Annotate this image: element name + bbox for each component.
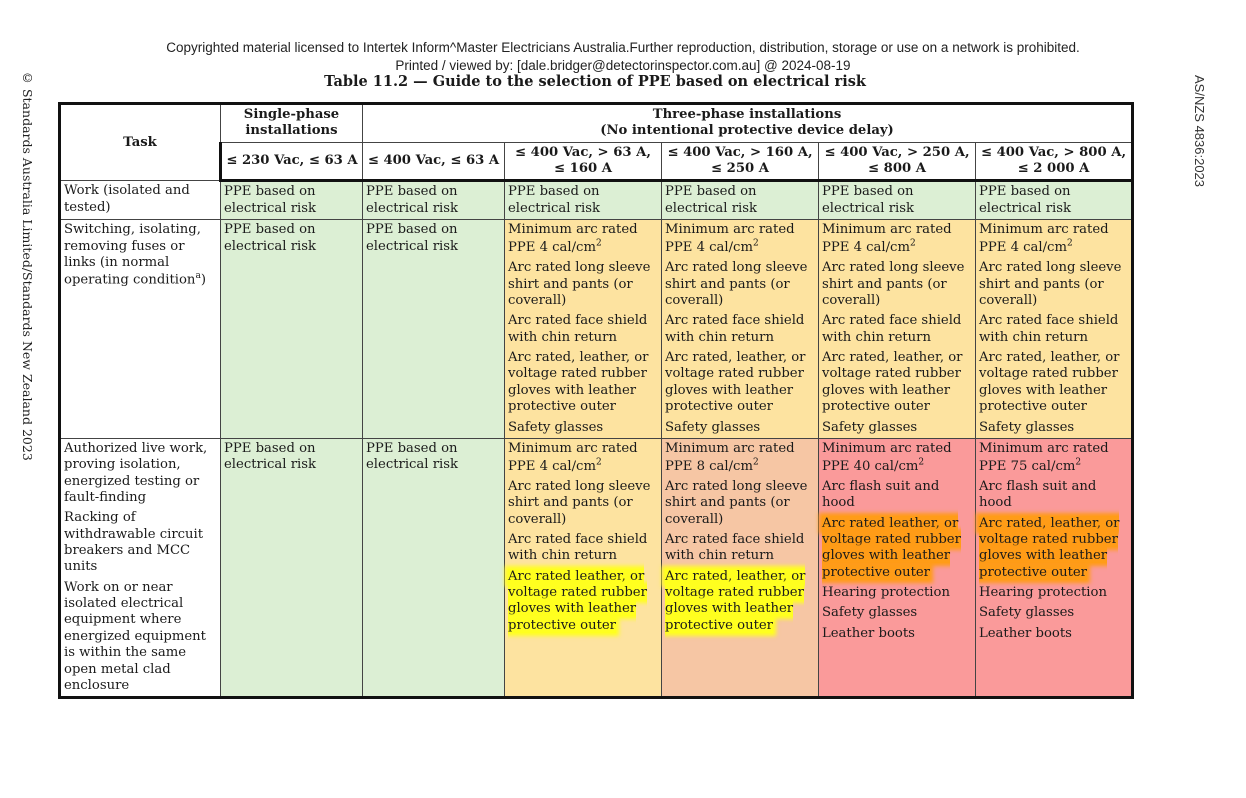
header-rating-col-3 xyxy=(505,142,662,181)
requirement-text: Arc rated face shield with chin return xyxy=(508,313,648,345)
task-item: Racking of withdrawable circuit breakers and MCC units xyxy=(64,510,204,575)
header-three-phase-line1: Three-phase installations xyxy=(652,107,842,122)
ppe-cell xyxy=(221,438,363,697)
ppe-requirement xyxy=(508,350,658,415)
ppe-requirement xyxy=(224,441,359,474)
ppe-requirement xyxy=(979,626,1128,642)
ppe-table xyxy=(58,102,1134,699)
ppe-requirement xyxy=(979,350,1128,415)
copyright-notice: Copyrighted material licensed to Intertek Inform^Master Electricians Australia.Further reproduction, distribution, storage or use on a network is prohibited. xyxy=(166,40,1080,55)
requirement-text: Safety glasses xyxy=(665,419,761,435)
header-task: Task xyxy=(60,104,221,181)
side-copyright-left: © Standards Australia Limited/Standards New Zealand 2023 xyxy=(20,70,35,461)
requirement-text: Arc rated long sleeve shirt and pants (or coverall) xyxy=(665,260,808,308)
ppe-requirement xyxy=(822,585,972,601)
header-three-phase xyxy=(363,104,1133,143)
requirement-text: PPE based on electrical risk xyxy=(366,222,458,254)
header-rating-line: ≤ 400 Vac, > 250 A, xyxy=(824,144,970,160)
ppe-requirement xyxy=(979,184,1128,217)
ppe-requirement xyxy=(665,222,815,256)
requirement-text: Minimum arc rated PPE 4 cal/$cm^2$ xyxy=(979,222,1109,255)
ppe-requirement xyxy=(979,479,1128,512)
ppe-requirement xyxy=(508,222,658,256)
requirement-text: PPE based on electrical risk xyxy=(366,440,458,473)
task-item: Work (isolated and tested) xyxy=(64,183,190,215)
header-rating-line: ≤ 400 Vac, ≤ 63 A xyxy=(367,152,500,168)
ppe-cell xyxy=(976,220,1133,439)
table-row xyxy=(60,438,1133,697)
ppe-cell xyxy=(363,181,505,220)
ppe-requirement xyxy=(979,516,1128,581)
ppe-requirement xyxy=(822,350,972,415)
ppe-requirement xyxy=(822,184,972,217)
ppe-requirement xyxy=(822,479,972,512)
ppe-requirement xyxy=(979,585,1128,601)
requirement-text: Arc rated long sleeve shirt and pants (or coverall) xyxy=(508,260,651,308)
highlighted-text: Arc rated, leather, or voltage rated rubber gloves with leather protective outer xyxy=(665,568,806,633)
requirement-text: Arc rated, leather, or voltage rated rubber gloves with leather protective outer xyxy=(508,350,649,415)
requirement-text: Safety glasses xyxy=(979,605,1075,621)
ppe-requirement xyxy=(822,260,972,309)
ppe-requirement xyxy=(979,222,1128,256)
table-row xyxy=(60,220,1133,439)
requirement-text: Minimum arc rated PPE 40 cal/$cm^2$ xyxy=(822,440,952,474)
task-item: Authorized live work, proving isolation, energized testing or fault-finding xyxy=(64,440,208,505)
ppe-requirement xyxy=(508,420,658,436)
header-rating-line: ≤ 250 A xyxy=(711,161,769,177)
requirement-text: Minimum arc rated PPE 75 cal/$cm^2$ xyxy=(979,440,1109,474)
ppe-requirement xyxy=(366,184,501,217)
requirement-text: Minimum arc rated PPE 4 cal/$cm^2$ xyxy=(822,222,952,255)
table-title: Table 11.2 — Guide to the selection of PPE based on electrical risk xyxy=(324,73,866,90)
printed-by-notice: Printed / viewed by: [dale.bridger@detectorinspector.com.au] @ 2024-08-19 xyxy=(395,58,851,73)
ppe-requirement xyxy=(979,420,1128,436)
ppe-cell xyxy=(363,220,505,439)
ppe-requirement xyxy=(822,441,972,475)
ppe-requirement xyxy=(665,350,815,415)
superscript: 2 xyxy=(1066,238,1073,249)
header-rating-line: ≤ 400 Vac, > 63 A, xyxy=(515,144,651,160)
ppe-requirement xyxy=(665,532,815,565)
ppe-cell xyxy=(819,220,976,439)
task-cell xyxy=(60,220,221,439)
ppe-cell xyxy=(976,438,1133,697)
superscript: 2 xyxy=(752,238,759,249)
header-three-phase-line2: (No intentional protective device delay) xyxy=(600,123,894,139)
requirement-text: Arc rated face shield with chin return xyxy=(665,313,805,345)
requirement-text: PPE based on electrical risk xyxy=(224,440,316,473)
header-rating-line: ≤ 400 Vac, > 160 A, xyxy=(667,144,813,160)
ppe-requirement xyxy=(979,260,1128,309)
requirement-text: Minimum arc rated PPE 4 cal/$cm^2$ xyxy=(508,440,638,474)
requirement-text: Leather boots xyxy=(979,625,1072,641)
requirement-text: PPE based on electrical risk xyxy=(224,184,316,216)
requirement-text: Safety glasses xyxy=(822,419,918,435)
ppe-requirement xyxy=(822,626,972,642)
ppe-requirement xyxy=(822,605,972,621)
ppe-requirement xyxy=(224,184,359,217)
table-row xyxy=(60,181,1133,220)
ppe-requirement xyxy=(979,441,1128,475)
requirement-text: Minimum arc rated PPE 8 cal/$cm^2$ xyxy=(665,440,795,474)
header-rating-col-2 xyxy=(363,142,505,181)
ppe-cell xyxy=(662,181,819,220)
superscript: 2 xyxy=(918,457,925,468)
requirement-text: PPE based on electrical risk xyxy=(508,184,600,216)
header-rating-col-6 xyxy=(976,142,1133,181)
requirement-text: PPE based on electrical risk xyxy=(822,184,914,216)
requirement-text: PPE based on electrical risk xyxy=(224,222,316,254)
requirement-text: Leather boots xyxy=(822,625,915,641)
header-rating-col-4 xyxy=(662,142,819,181)
ppe-cell xyxy=(221,181,363,220)
header-rating-line: ≤ 2 000 A xyxy=(1017,161,1090,177)
ppe-cell xyxy=(662,438,819,697)
requirement-text: Hearing protection xyxy=(979,585,1107,601)
header-rating-line: ≤ 800 A xyxy=(868,161,926,177)
header-rating-col-5 xyxy=(819,142,976,181)
requirement-text: Hearing protection xyxy=(822,585,950,601)
header-single-phase: Single-phase installations xyxy=(221,104,363,143)
ppe-cell xyxy=(505,438,662,697)
highlighted-text: Arc rated leather, or voltage rated rubber gloves with leather protective outer xyxy=(822,515,961,580)
ppe-requirement xyxy=(508,569,658,634)
superscript: 2 xyxy=(909,238,916,249)
ppe-cell xyxy=(505,181,662,220)
ppe-requirement xyxy=(508,184,658,217)
requirement-text: Arc flash suit and hood xyxy=(979,478,1097,511)
ppe-cell xyxy=(505,220,662,439)
ppe-requirement xyxy=(979,605,1128,621)
highlighted-text: Arc rated leather, or voltage rated rubber gloves with leather protective outer xyxy=(508,568,647,633)
ppe-requirement xyxy=(665,479,815,528)
ppe-requirement xyxy=(665,441,815,475)
requirement-text: Safety glasses xyxy=(979,419,1075,435)
header-rating-line: ≤ 230 Vac, ≤ 63 A xyxy=(226,152,358,168)
ppe-requirement xyxy=(979,313,1128,346)
ppe-requirement xyxy=(224,222,359,255)
ppe-requirement xyxy=(665,260,815,309)
ppe-requirement xyxy=(366,441,501,474)
requirement-text: Arc rated long sleeve shirt and pants (or coverall) xyxy=(665,478,808,527)
task-item: Work on or near isolated electrical equipment where energized equipment is within the same open metal clad enclosure xyxy=(64,579,206,693)
task-cell xyxy=(60,438,221,697)
requirement-text: Arc rated long sleeve shirt and pants (or coverall) xyxy=(979,260,1122,308)
requirement-text: Arc rated face shield with chin return xyxy=(822,313,962,345)
ppe-requirement xyxy=(665,313,815,346)
requirement-text: Minimum arc rated PPE 4 cal/$cm^2$ xyxy=(508,222,638,255)
superscript: 2 xyxy=(752,457,759,468)
ppe-cell xyxy=(819,181,976,220)
requirement-text: PPE based on electrical risk xyxy=(366,184,458,216)
requirement-text: PPE based on electrical risk xyxy=(979,184,1071,216)
requirement-text: Arc flash suit and hood xyxy=(822,478,940,511)
requirement-text: Arc rated, leather, or voltage rated rubber gloves with leather protective outer xyxy=(822,350,963,415)
requirement-text: Arc rated face shield with chin return xyxy=(979,313,1119,345)
requirement-text: Arc rated, leather, or voltage rated rubber gloves with leather protective outer xyxy=(665,350,806,415)
highlighted-text: Arc rated, leather, or voltage rated rubber gloves with leather protective outer xyxy=(979,515,1120,580)
header-rating-line: ≤ 160 A xyxy=(554,161,612,177)
header-rating-line: ≤ 400 Vac, > 800 A, xyxy=(980,144,1127,160)
requirement-text: Arc rated face shield with chin return xyxy=(508,532,648,564)
header-rating-col-1 xyxy=(221,142,363,181)
ppe-requirement xyxy=(822,516,972,581)
ppe-cell xyxy=(221,220,363,439)
ppe-requirement xyxy=(508,313,658,346)
ppe-requirement xyxy=(665,420,815,436)
ppe-cell xyxy=(662,220,819,439)
ppe-requirement xyxy=(366,222,501,255)
ppe-cell xyxy=(819,438,976,697)
requirement-text: PPE based on electrical risk xyxy=(665,184,757,216)
task-item: Switching, isolating, removing fuses or links (in normal operating condition$^a$) xyxy=(64,222,206,288)
requirement-text: Safety glasses xyxy=(822,605,918,621)
footnote-marker: a xyxy=(195,271,201,282)
ppe-cell xyxy=(363,438,505,697)
ppe-requirement xyxy=(508,441,658,475)
ppe-requirement xyxy=(665,184,815,217)
superscript: 2 xyxy=(595,238,602,249)
ppe-requirement xyxy=(508,532,658,565)
superscript: 2 xyxy=(595,457,602,468)
ppe-requirement xyxy=(822,222,972,256)
ppe-cell xyxy=(976,181,1133,220)
ppe-requirement xyxy=(508,260,658,309)
requirement-text: Safety glasses xyxy=(508,419,604,435)
requirement-text: Arc rated, leather, or voltage rated rubber gloves with leather protective outer xyxy=(979,350,1120,415)
ppe-requirement xyxy=(508,479,658,528)
requirement-text: Arc rated long sleeve shirt and pants (or coverall) xyxy=(822,260,965,308)
requirement-text: Minimum arc rated PPE 4 cal/$cm^2$ xyxy=(665,222,795,255)
ppe-requirement xyxy=(822,420,972,436)
requirement-text: Arc rated face shield with chin return xyxy=(665,532,805,564)
standard-number-right: AS/NZS 4836:2023 xyxy=(1192,75,1207,188)
requirement-text: Arc rated long sleeve shirt and pants (or coverall) xyxy=(508,478,651,527)
ppe-requirement xyxy=(665,569,815,634)
ppe-requirement xyxy=(822,313,972,346)
superscript: 2 xyxy=(1075,457,1082,468)
task-cell xyxy=(60,181,221,220)
